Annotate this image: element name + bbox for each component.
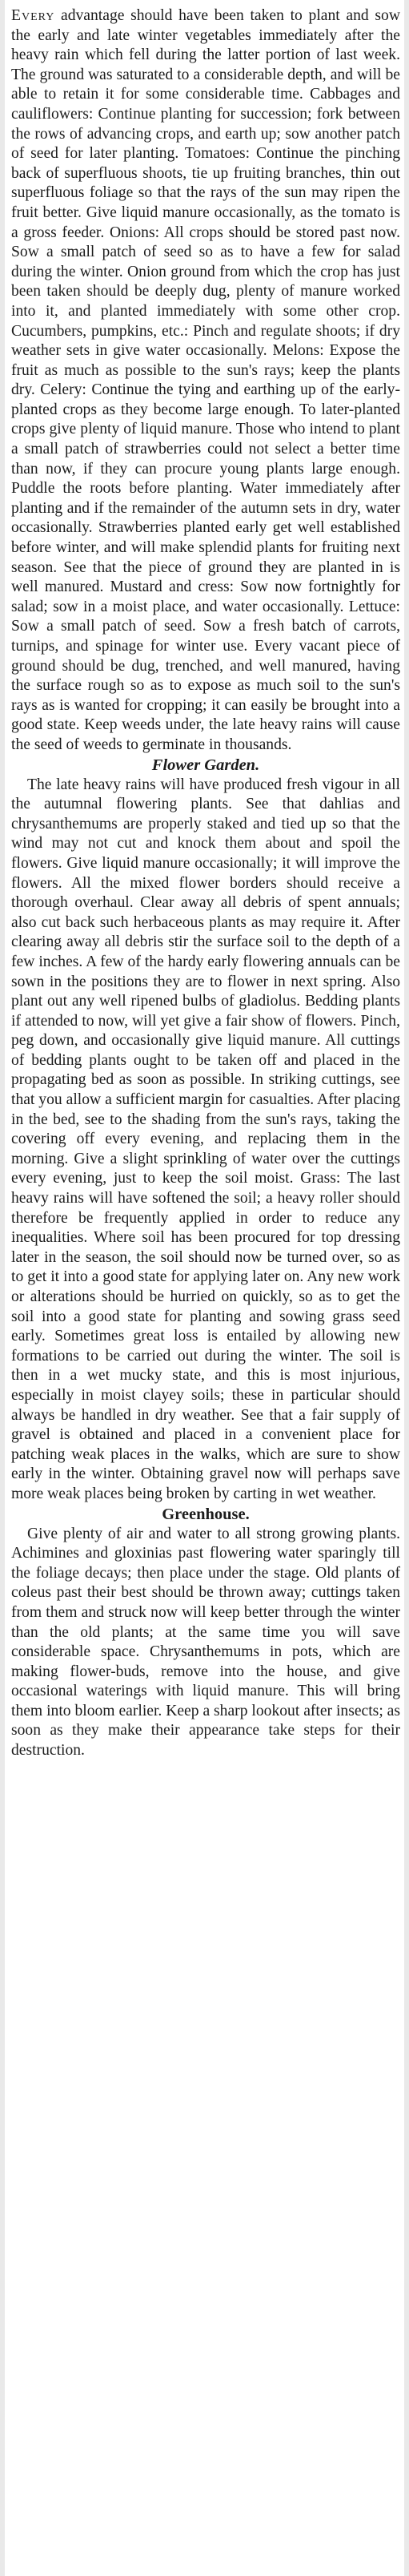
- flower-garden-heading: Flower Garden.: [151, 756, 260, 774]
- vegetable-garden-paragraph: [11, 6, 400, 756]
- vegetable-garden-text: advantage should have been taken to plant and sow the early and late winter vegetables immediately after the heavy rain which fell during the latter portion of last week. The ground was saturated to a considerable depth, and will be able to retain it for some considerable time. Cabbages and cauliflowers: Continue planting for succession; fork between the rows of advancing crops, and earth up; sow another patch of seed for later planting. Tomatoes: Continue the pinching back of superfluous shoots, tie up fruiting branches, thin out superfluous foliage so that the rays of the sun may ripen the fruit better. Give liquid manure occasionally, as the tomato is a gross feeder. Onions: All crops should be stored past now. Sow a small patch of seed so as to have a few for salad during the winter. Onion ground from which the crop has just been taken should be deeply dug, plenty of manure worked into it, and planted immediately with some other crop. Cucumbers, pumpkins, etc.: Pinch and regulate shoots; if dry weather sets in give water occasionally. Melons: Expose the fruit as much as possible to the sun's rays; keep the plants dry. Celery: Continue the tying and earthing up of the early-planted crops as they become large enough. To later-planted crops give plenty of liquid manure. Those who intend to plant a small patch of strawberries could not select a better time than now, if they can procure young plants large enough. Puddle the roots before planting. Water immediately after planting and if the remainder of the autumn sets in dry, water occasionally. Strawberries planted early get well established before winter, and will make splendid plants for fruiting next season. See that the piece of ground they are planted in is well manured. Mustard and cress: Sow now fortnightly for salad; sow in a moist place, and water occasionally. Lettuce: Sow a small patch of seed. Sow a fresh batch of carrots, turnips, and spinage for winter use. Every vacant piece of ground should be dug, trenched, and well manured, having the surface rough so as to expose as much soil to the sun's rays as is wanted for cropping; it can easily be brought into a good state. Keep weeds under, the late heavy rains will cause the seed of weeds to germinate in thousands.: [11, 7, 400, 753]
- newspaper-column: [5, 0, 405, 2576]
- greenhouse-paragraph: Give plenty of air and water to all strong growing plants. Achimines and gloxinias past flowering water sparingly till the foliage decays; then place under the stage. Old plants of coleus past their best should be thrown away; cuttings taken from them and struck now will keep better through the winter than the old plants; at the same time you will save considerable space. Chrysanthemums in pots, which are making flower-buds, remove into the house, and give occasional waterings with liquid manure. This will bring them into bloom earlier. Keep a sharp lookout after insects; as soon as they make their appearance take steps for their destruction.: [11, 1525, 400, 1760]
- flower-garden-paragraph: The late heavy rains will have produced fresh vigour in all the autumnal flowering plants. See that dahlias and chrysanthemums are properly staked and tied up so that the wind may not cut and knock them about and spoil the flowers. Give liquid manure occasionally; it will improve the flowers. All the mixed flower borders should receive a thorough overhaul. Clear away all debris of spent annuals; also cut back such herbaceous plants as may require it. After clearing away all debris stir the surface soil to the depth of a few inches. A few of the hardy early flowering annuals can be sown in the positions they are to flower in next spring. Also plant out any well ripened bulbs of gladiolus. Bedding plants if attended to now, will yet give a fair show of flowers. Pinch, peg down, and occasionally give liquid manure. All cuttings of bedding plants ought to be taken off and placed in the propagating bed as soon as possible. In striking cuttings, see that you allow a sufficient margin for casualties. After placing in the bed, see to the shading from the sun's rays, taking the covering off every evening, and replacing them in the morning. Give a slight sprinkling of water over the cuttings every evening, just to keep the soil moist. Grass: The last heavy rains will have softened the soil; a heavy roller should therefore be frequently applied in order to reduce any inequalities. Where soil has been procured for top dressing later in the season, the soil should now be turned over, so as to get it into a good state for applying later on. Any new work or alterations should be hurried on quickly, so as to get the soil into a good state for planting and sowing grass seed early. Sometimes great loss is entailed by allowing new formations to be carried out during the winter. The soil is then in a wet mucky state, and this is most injurious, especially in moist clayey soils; these in particular should always be handled in dry weather. See that a fair supply of gravel is obtained and placed in a convenient place for patching weak places in the walks, which are sure to show early in the winter. Obtaining gravel now will perhaps save more weak places being broken by carting in wet weather.: [11, 776, 400, 1502]
- lead-word: Every: [11, 7, 55, 24]
- greenhouse-heading: Greenhouse.: [162, 1505, 250, 1523]
